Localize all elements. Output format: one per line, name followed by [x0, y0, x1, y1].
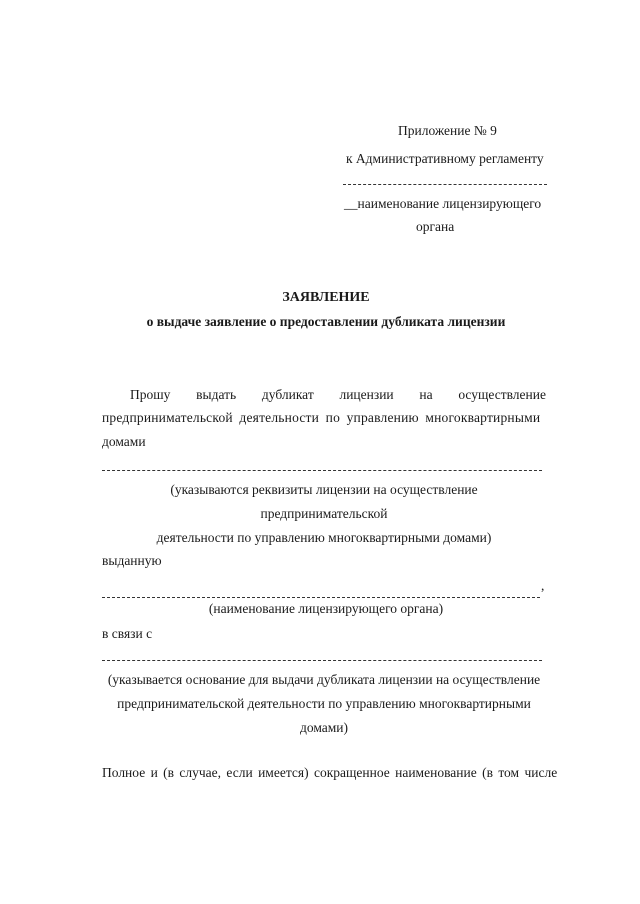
appendix-number: Приложение № 9 [398, 123, 497, 138]
issuing-authority-line [102, 597, 540, 598]
authority-prefix: __ [344, 196, 358, 211]
request-word: выдать [196, 387, 237, 402]
issued-label: выданную [102, 553, 162, 568]
request-word: на [419, 387, 433, 402]
license-details-hint-1: (указываются реквизиты лицензии на осуществление [170, 482, 478, 497]
request-word: осуществление [458, 387, 546, 402]
comma-mark: , [541, 578, 545, 593]
reason-line [102, 660, 542, 661]
license-details-hint-2: предпринимательской [260, 506, 388, 521]
in-connection-label: в связи с [102, 626, 153, 641]
document-subtitle: о выдаче заявление о предоставлении дубликата лицензии [146, 314, 506, 329]
regulation-reference: к Административному регламенту [346, 151, 544, 166]
license-details-line [102, 470, 542, 471]
request-word: Прошу [130, 387, 171, 402]
issuing-authority-hint: (наименование лицензирующего органа) [208, 601, 444, 616]
document-title: ЗАЯВЛЕНИЕ [282, 290, 370, 305]
reason-hint-3: домами) [299, 720, 349, 735]
full-name-paragraph: Полное и (в случае, если имеется) сокращенное наименование (в том числе [102, 765, 558, 780]
license-details-hint-3: деятельности по управлению многоквартирными домами) [156, 530, 492, 545]
request-word: дубликат [261, 387, 314, 402]
request-line-3: домами [102, 434, 146, 449]
reason-hint-1: (указывается основание для выдачи дубликата лицензии на осуществление [107, 672, 541, 687]
request-line-2: предпринимательской деятельности по управлению многоквартирными [102, 410, 541, 425]
request-line-1 [130, 388, 546, 402]
request-word: лицензии [339, 387, 394, 402]
authority-blank-line [343, 184, 547, 185]
authority-caption [344, 197, 541, 211]
authority-name: наименование лицензирующего [357, 196, 542, 211]
authority-word: органа [416, 219, 455, 234]
reason-hint-2: предпринимательской деятельности по управлению многоквартирными [117, 696, 531, 711]
